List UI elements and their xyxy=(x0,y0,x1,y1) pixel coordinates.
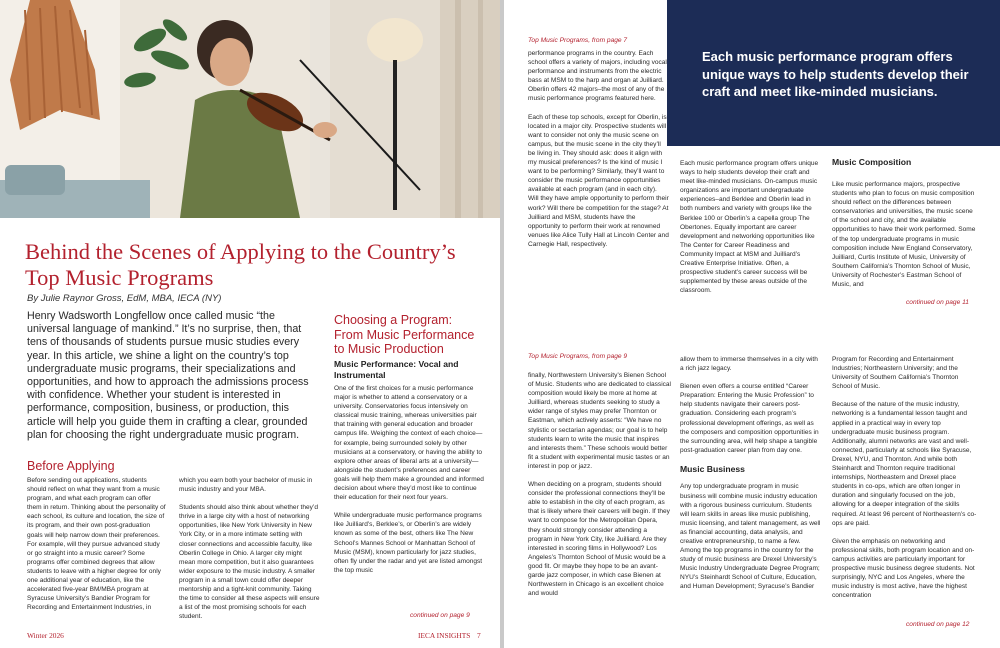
right-page xyxy=(504,0,1000,648)
paragraph: One of the first choices for a music performance major is whether to attend a conservatory or a university. Conservatories focus intensively on classical music training, whereas universities pair that training with general education and broader campus life. Weighing the context of each choice—for example, being surrounded solely by other musicians at a conservatory, or having the ability to explore other areas of liberal arts at a university—alongside the student’s preferences and career goals will help them make a grounded and informed decision about where they’d most like to continue their education for their next four years. xyxy=(334,385,484,502)
top-column-2 xyxy=(680,159,821,304)
before-applying-heading: Before Applying xyxy=(27,459,115,473)
music-business-heading: Music Business xyxy=(680,463,745,474)
top-column-1 xyxy=(528,49,669,258)
paragraph: Each of these top schools, except for Oberlin, is located in a major city. Prospective students will want to consider not only the music scene on campus, but the music scene in the city they’ll be living in. They should ask: does it align with my musical preferences? Is the kind of music I want to be performing? Similarly, they’ll want to consider the music performance opportunities available at each program (and in each city). Will they have ample opportunity to perform their work? Will there be competition for the stage? At Juilliard and MSM, students have the opportunity to perform their work at renowned venues like Alice Tully Hall at Lincoln Center and Carnegie Hall, respectively. xyxy=(528,113,669,248)
performance-column xyxy=(334,384,484,584)
before-applying-col2 xyxy=(179,476,320,630)
article-headline: Behind the Scenes of Applying to the Country’s Top Music Programs xyxy=(25,239,456,290)
paragraph: While undergraduate music performance programs like Juilliard’s, Berklee’s, or Oberlin’s are widely known as some of the best, others like The New School’s Mannes School or Manhattan School of Music (MSM), known particularly for jazz studies, often fly under the radar and yet are listed amongst the top music xyxy=(334,512,483,574)
bottom-column-1 xyxy=(528,371,671,607)
paragraph: Students should also think about whether they’d thrive in a large city with a host of networking opportunities, like New York University in New York City, or in a more intimate setting with closer connections and accessible faculty, like Oberlin College in Ohio. A larger city might mean more competition, but it also guarantees wider exposure to the music industry. A smaller program in a small town could offer deeper mentorship and a tight-knit community. Taking the time to consider all these aspects will ensure a list of the most promising schools for each student. xyxy=(179,504,320,621)
paragraph: performance programs in the country. Each school offers a variety of majors, including vocal performance and instruments from the electric bass at MSM to the harp and organ at Juilliard. Oberlin offers 42 majors–the most of any of the music performance programs featured here. xyxy=(528,50,667,103)
before-applying-col1 xyxy=(27,476,167,621)
paragraph: Before sending out applications, students should reflect on what they want from a music program, and what each program can offer them in return. Thinking about the personality of each school, its culture and location, the size of its program, and their own post-graduation goals will help narrow down their preferences. For example, will they pursue advanced study or go straight into a music career? Some programs offer combined degrees that allow students to leave with a higher degree for only one additional year of education, like the accelerated five-year BM/MBA program at Syracuse University’s Bandier Program for Recording and Entertainment Industries, in xyxy=(27,477,166,612)
top-column-3 xyxy=(832,180,977,298)
page-number: 7 xyxy=(477,631,481,640)
bottom-column-3 xyxy=(832,355,977,609)
intro-paragraph: Henry Wadsworth Longfellow once called music “the universal language of mankind.” It’s no surprise, then, that tens of thousands of students pursue music studies every year. In this article, we shine a light on the country’s top undergraduate music programs, their specializations and opportunities, and how to approach the admissions process with confidence. Whether your student is interested in performance, composition, business, or production, this article will help you guide them in crafting a clear, grounded plan for choosing the right undergraduate music program. xyxy=(27,310,309,441)
paragraph: Like music performance majors, prospective students who plan to focus on music composition should reflect on the differences between conservatories and universities, the music scene of the school and city, and the available opportunities to have their work performed. Some of the top undergraduate programs in music composition include New England Conservatory, Juilliard, Curtis Institute of Music, University of Southern California’s Thornton School of Music, University of Rochester’s Eastman School of Music, and xyxy=(832,181,976,289)
paragraph: Any top undergraduate program in music business will combine music industry education with a rigorous business curriculum. Students will learn skills in areas like music publishing, music licensing, and talent management, as well as financial accounting, data analysis, and creative entrepreneurship, to name a few. Among the top programs in the country for the study of music business are Drexel University’s Music Industry Undergraduate Degree Program; NYU’s Steinhardt School of Culture, Education, and Human Development; Syracuse’s Bandier xyxy=(680,483,821,591)
byline: By Julie Raynor Gross, EdM, MBA, IECA (NY) xyxy=(27,293,222,304)
paragraph: When deciding on a program, students should consider the professional connections they’ll be able to establish in the city of each program, as that is likely where their careers will begin. If they want to compose for the Metropolitan Opera, they should strongly consider attending a program in New York City, like Juilliard. Are they interested in scoring films in Hollywood? Los Angeles’s Thornton School of Music would be a good fit. Or maybe they hope to be an avant-garde jazz composer, in which case Bienen at Northwestern in Chicago is an excellent choice and would xyxy=(528,481,670,598)
paragraph: Because of the nature of the music industry, networking is a fundamental lesson taught and applied in a practical way in every top undergraduate music business program. Additionally, alumni networks are vast and well-connected, particularly at schools like Syracuse, Drexel, NYU, and Thornton. And while both Steinhardt and Thornton require traditional internships, Northeastern and Drexel place students in co-ops, which are often longer in duration and singularly focused on the job, allowing for a deeper integration of the skills required. At least 96 percent of Northeastern’s co-ops are paid. xyxy=(832,401,977,527)
continued-on-page-12: continued on page 12 xyxy=(906,621,970,628)
paragraph: finally, Northwestern University’s Bienen School of Music. Students who are dedicated to classical composition would likely be more at home at Juilliard, whereas students seeking to study a wider range of styles may prefer Thornton or Eastman, which actively asserts: “We have no stylistic or sectarian agendas; our goal is to help students learn to write the music that inspires and interests them.” These schools would better fit a student with experimental music tastes or an interest in pop or jazz. xyxy=(528,372,672,470)
continued-on-page-11: continued on page 11 xyxy=(906,299,969,306)
continued-on-page-9: continued on page 9 xyxy=(410,612,470,619)
from-page-9-label: Top Music Programs, from page 9 xyxy=(528,353,628,360)
paragraph: allow them to immerse themselves in a city with a rich jazz legacy. xyxy=(680,356,818,373)
music-composition-heading: Music Composition xyxy=(832,157,912,167)
performance-subheading: Music Performance: Vocal and Instrumental xyxy=(334,359,459,380)
choosing-program-heading: Choosing a Program: From Music Performance to Music Production xyxy=(334,313,475,356)
footer-issue: Winter 2026 xyxy=(27,631,64,640)
paragraph: Bienen even offers a course entitled “Career Preparation: Entering the Music Profession” to help students navigate their careers post-graduation. Considering each program’s professional development offerings, as well as the composers and composition opportunities in the surrounding area, will help shape a tangible post-graduation career plan from day one. xyxy=(680,383,819,454)
paragraph: Each music performance program offers unique ways to help students develop their craft and meet like-minded musicians. On-campus music organizations are important undergraduate experiences–and Berklee and Oberlin lead in both numbers and variety with groups like the Berklee 100 or Oberlin’s a capella group The Obertones. Equally important are career development and networking opportunities like The Center for Career Readiness and Community Impact at MSM and Juilliard’s Creative Enterprise Initiative. Often, a prospective student’s career success will be supplemented by these areas outside of the classroom. xyxy=(680,160,819,295)
bottom-column-2 xyxy=(680,355,821,601)
from-page-7-label: Top Music Programs, from page 7 xyxy=(528,37,628,44)
footer-publication: IECA INSIGHTS xyxy=(418,631,471,640)
paragraph: Given the emphasis on networking and professional skills, both program location and on-campus activities are particularly important for prospective music business degree students. Not surprisingly, NYC and Los Angeles, where the music industry is most active, have the highest concentration xyxy=(832,537,975,600)
pull-quote: Each music performance program offers unique ways to help students develop their craft and meet like-minded musicians. xyxy=(702,49,969,99)
paragraph: which you earn both your bachelor of music in music industry and your MBA. xyxy=(179,477,313,494)
paragraph: Program for Recording and Entertainment Industries; Northeastern University; and the University of Southern California’s Thornton School of Music. xyxy=(832,356,959,391)
hero-photo-violinist xyxy=(0,0,500,218)
